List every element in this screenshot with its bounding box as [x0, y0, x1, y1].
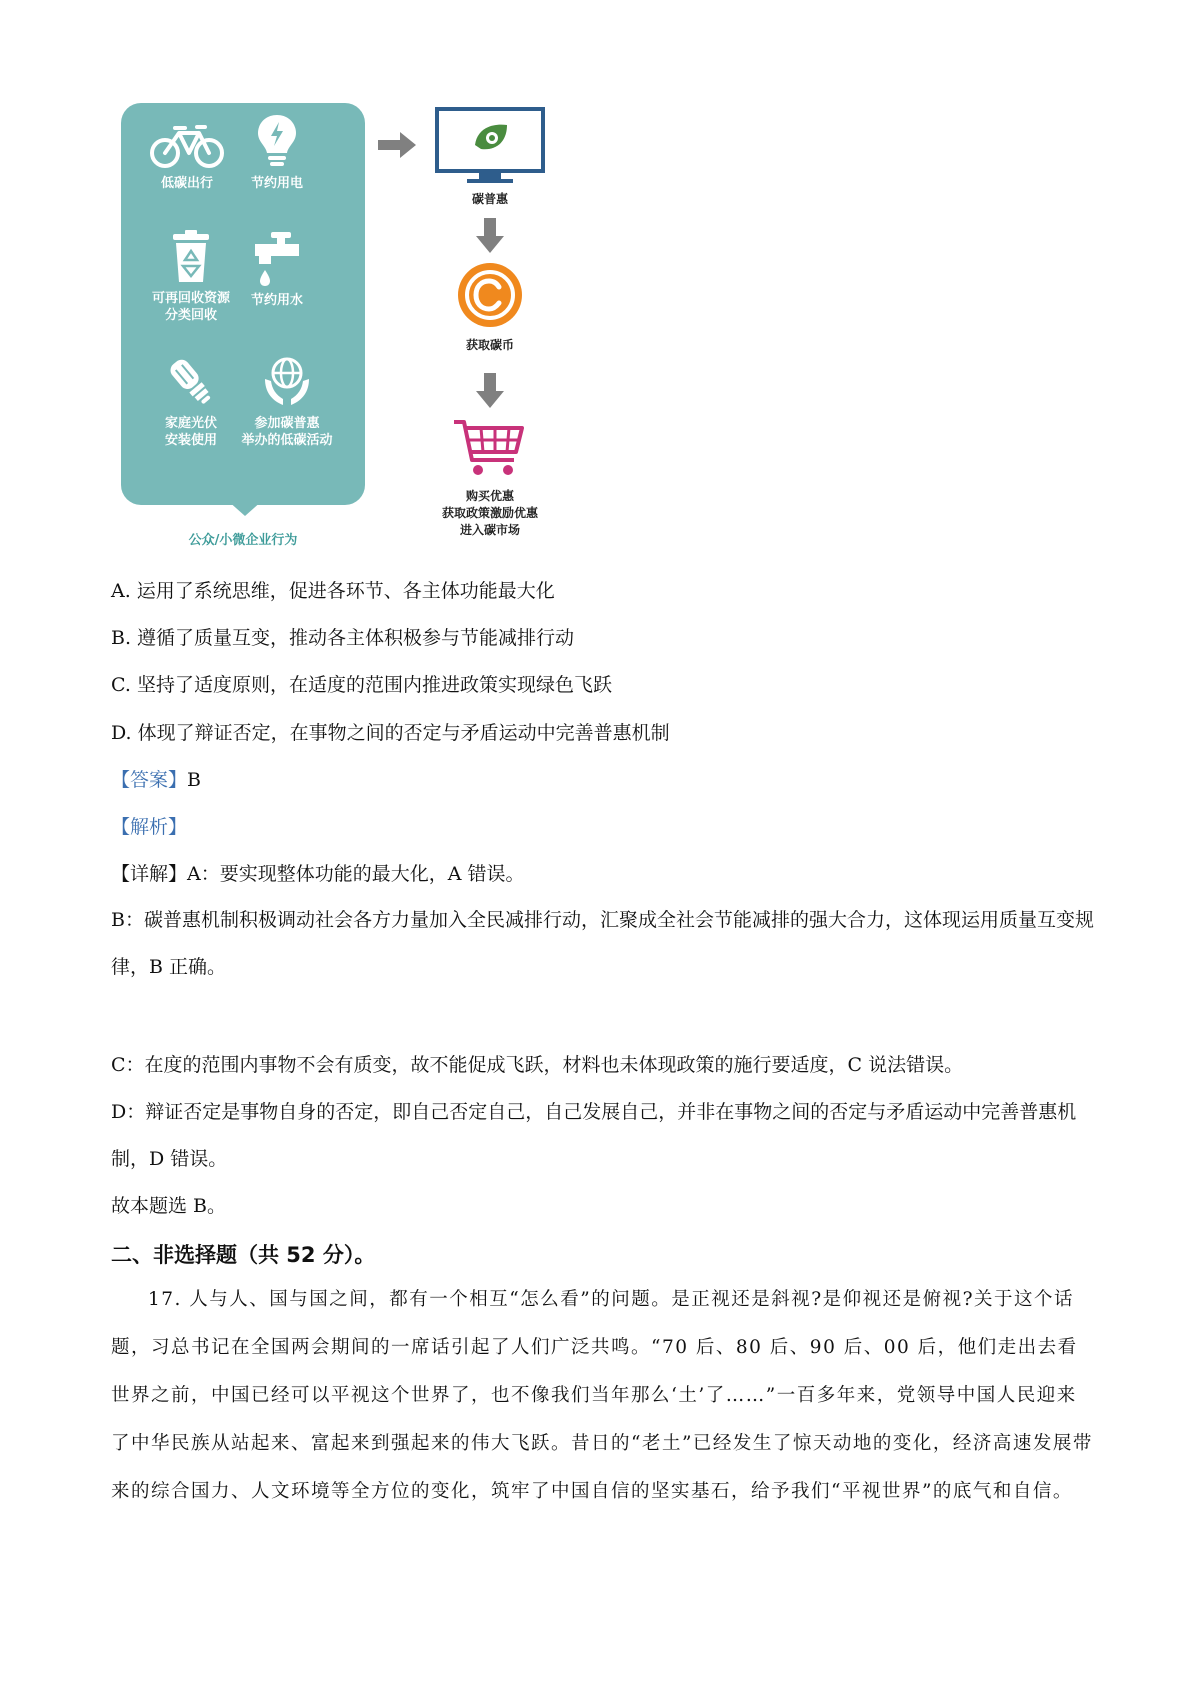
arrow-down-icon: [475, 218, 505, 254]
bicycle-icon: [149, 123, 225, 169]
section-heading: 二、非选择题（共 52 分）。: [111, 1243, 376, 1267]
detail-tag: 【详解】: [111, 863, 188, 885]
panel-caption: 公众/小微企业行为: [188, 533, 298, 548]
panel-item-save-electricity: [217, 113, 337, 192]
arrow-down-icon: [475, 373, 505, 409]
detail-d: D：辩证否定是事物自身的否定，即自己否定自己，自己发展自己，并非在事物之间的否定与矛盾运动中完善普惠机制，D 错误。: [111, 1101, 1077, 1170]
globe-hands-icon: [261, 355, 313, 409]
faucet-icon: [251, 230, 303, 286]
detail-a: [111, 862, 525, 886]
panel-item-save-water: [217, 230, 337, 309]
question-17: 17. 人与人、国与国之间，都有一个相互“怎么看”的问题。是正视还是斜视?是仰视还是俯视?关于这个话题，习总书记在全国两会期间的一席话引起了人们广泛共鸣。“70 后、80 后、90 后、00 后，他们走出去看世界之前，中国已经可以平视这个世界了，也不像我们当年那么‘土’了……”一百多年来，党领导中国人民迎来了中华民族从站起来、富起来到强起来的伟大飞跃。昔日的“老土”已经发生了惊天动地的变化，经济高速发展带来的综合国力、人文环境等全方位的变化，筑牢了中国自信的坚实基石，给予我们“平视世界”的底气和自信。: [111, 1289, 1093, 1502]
answer-line: [111, 768, 201, 792]
shopping-cart-icon: [452, 418, 526, 478]
panel-item-label: 节约用电: [250, 176, 303, 191]
detail-b: B：碳普惠机制积极调动社会各方力量加入全民减排行动，汇聚成全社会节能减排的强大合力，这体现运用质量互变规律，B 正确。: [111, 909, 1094, 978]
panel-item-label: 安装使用: [164, 433, 217, 448]
analysis-tag: 【解析】: [111, 816, 188, 838]
monitor-leaf-icon: [435, 107, 545, 185]
panel-item-home-solar: [131, 355, 251, 449]
panel-item-label: 分类回收: [164, 308, 217, 323]
arrow-right-icon: [378, 130, 418, 160]
option-a: A. 运用了系统思维，促进各环节、各主体功能最大化: [111, 580, 555, 602]
panel-item-label: 参加碳普惠: [254, 416, 320, 431]
flow-step-label: 碳普惠: [471, 192, 508, 206]
panel-item-low-carbon-activity: [237, 355, 337, 449]
recycle-bin-icon: [170, 230, 212, 284]
option-c: C. 坚持了适度原则，在适度的范围内推进政策实现绿色飞跃: [111, 674, 612, 696]
answer-tag: 【答案】: [111, 769, 188, 791]
energy-saving-bulb-icon: [163, 355, 219, 409]
panel-item-label: 举办的低碳活动: [241, 433, 333, 448]
panel-item-label: 低碳出行: [160, 176, 213, 191]
answer-value: B: [187, 769, 201, 791]
detail-c: C：在度的范围内事物不会有质变，故不能促成飞跃，材料也未体现政策的施行要适度，C 说法错误。: [111, 1054, 964, 1076]
flow-step-label-line: 进入碳市场: [459, 523, 520, 537]
flow-step-label-line: 购买优惠: [465, 489, 514, 503]
panel-item-label: 家庭光伏: [164, 416, 217, 431]
lightbulb-icon: [255, 113, 299, 169]
analysis-line: [111, 815, 187, 839]
carbon-coin-icon: [457, 262, 523, 328]
flow-step-label-line: 获取政策激励优惠: [441, 506, 538, 520]
detail-a-text: A：要实现整体功能的最大化，A 错误。: [187, 863, 525, 885]
panel-item-label: 可再回收资源: [151, 291, 230, 306]
conclusion: 故本题选 B。: [111, 1195, 227, 1217]
flow-step-label: 获取碳币: [465, 338, 514, 352]
option-b: B. 遵循了质量互变，推动各主体积极参与节能减排行动: [111, 627, 575, 649]
panel-item-label: 节约用水: [250, 293, 303, 308]
option-d: D. 体现了辩证否定，在事物之间的否定与矛盾运动中完善普惠机制: [111, 722, 670, 744]
panel-pointer: [227, 500, 263, 516]
flow-step-label: [410, 488, 570, 539]
